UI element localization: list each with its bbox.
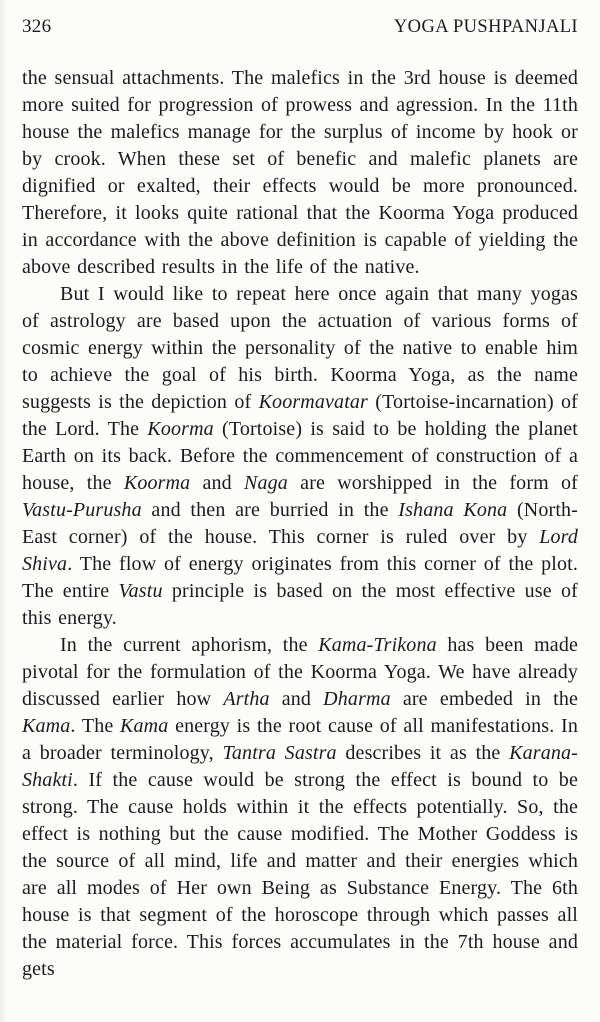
text-run: are embeded in the <box>390 688 578 710</box>
text-run: and <box>190 472 245 494</box>
text-run: has been made pivotal for the formulation of the Koorma Yoga. We have already discussed earlier how <box>22 634 578 710</box>
text-run: are worshipped in the form of <box>287 472 578 494</box>
italic-term: Koormavatar <box>258 391 368 413</box>
italic-term: Koorma <box>147 418 214 440</box>
italic-term: Koorma <box>123 472 191 494</box>
italic-term: Lord Shiva <box>22 526 578 575</box>
italic-term: Vastu <box>118 580 163 602</box>
text-run: (Tortoise-incarnation) of the Lord. The <box>22 391 578 440</box>
text-run: and then are burried in the <box>141 499 399 521</box>
italic-term: Naga <box>244 472 288 494</box>
italic-term: Tantra Sastra <box>222 742 337 764</box>
page-number: 326 <box>22 16 52 37</box>
running-title: YOGA PUSHPANJALI <box>393 17 578 37</box>
italic-term: Dharma <box>323 688 391 710</box>
text-run: the sensual attachments. The malefics in the 3rd house is deemed more suited for progression of prowess and agression. In the 11th house the malefics manage for the surplus of income by hook or by crook. When these set of benefic and malefic planets are dignified or exalted, their effects would be more pronounced. Therefore, it looks quite rational that the Koorma Yoga produced in accordance with the above definition is capable of yielding the above described results in the life of the native. <box>22 67 578 278</box>
italic-term: Karana-Shakti <box>22 742 578 791</box>
text-run: But I would like to repeat here once again that many yogas of astrology are based upon the actuation of various forms of cosmic energy within the personality of the native to enable him to achieve the goal of his birth. Koorma Yoga, as the name suggests is the depiction of <box>22 283 578 413</box>
italic-term: Kama-Trikona <box>318 634 437 656</box>
italic-term: Ishana Kona <box>398 499 508 521</box>
paragraph <box>22 281 578 632</box>
text-run: . The flow of energy originates from this corner of the plot. The entire <box>22 553 578 602</box>
page-body <box>22 65 578 983</box>
text-run: and <box>269 688 324 710</box>
text-run: . The <box>70 715 121 737</box>
italic-term: Kama <box>120 715 169 737</box>
text-run: (North-East corner) of the house. This corner is ruled over by <box>22 499 578 548</box>
paragraph <box>22 65 578 281</box>
text-run: describes it as the <box>336 742 510 764</box>
running-header <box>22 16 578 38</box>
text-run: In the current aphorism, the <box>60 634 319 656</box>
paragraph <box>22 632 578 983</box>
text-run: principle is based on the most effective use of this energy. <box>22 580 578 629</box>
text-run: . If the cause would be strong the effect is bound to be strong. The cause holds within it the effects potentially. So, the effect is nothing but the cause modified. The Mother Goddess is the source of all mind, life and matter and their energies which are all modes of Her own Being as Substance Energy. The 6th house is that segment of the horoscope through which passes all the material force. This forces accumulates in the 7th house and gets <box>22 769 578 980</box>
text-run: energy is the root cause of all manifestations. In a broader terminology, <box>22 715 578 764</box>
italic-term: Kama <box>22 715 71 737</box>
italic-term: Artha <box>223 688 270 710</box>
italic-term: Vastu-Purusha <box>22 499 142 521</box>
text-run: (Tortoise) is said to be holding the planet Earth on its back. Before the commencement of construction of a house, the <box>22 418 578 494</box>
